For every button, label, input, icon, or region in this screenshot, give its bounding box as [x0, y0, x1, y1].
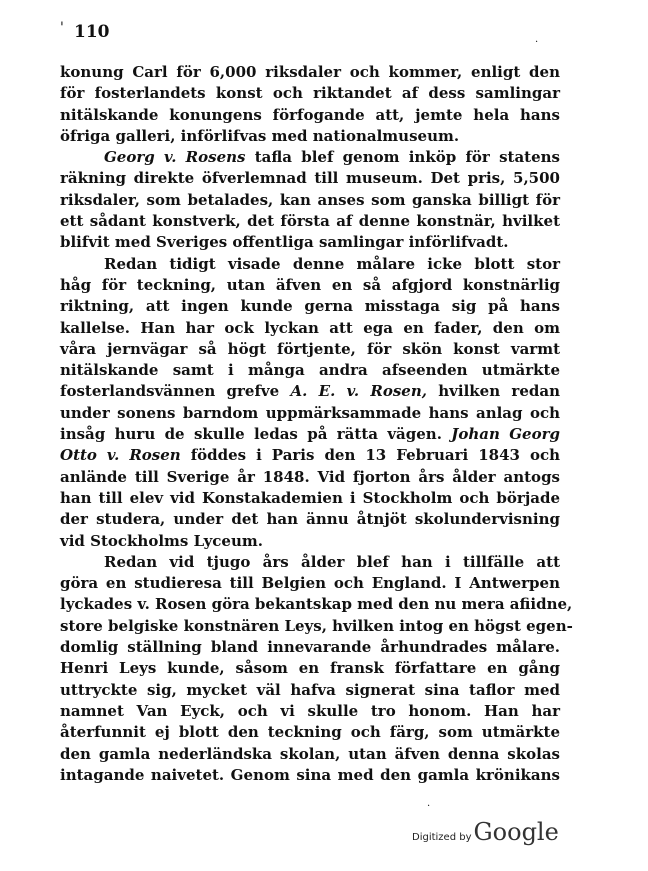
text-line: anlände till Sverige år 1848. Vid fjorton års ålder antogs	[60, 467, 560, 486]
text-line: återfunnit ej blott den teckning och färg, som utmärkte	[60, 723, 560, 742]
text-line: intagande naivetet. Genom sina med den gamla krönikans	[60, 765, 560, 784]
text-line: öfriga galleri, införlifvas med nationalmuseum.	[60, 126, 460, 145]
text-span: föddes i Paris den 13 Februari 1843 och	[180, 446, 561, 465]
text-line: under sonens barndom uppmärksammade hans anlag och	[60, 403, 560, 422]
text-line: nitälskande konungens förfogande att, jemte hela hans	[60, 105, 560, 124]
text-line: konung Carl för 6,000 riksdaler och kommer, enligt den	[60, 63, 560, 81]
text-line	[60, 445, 560, 466]
text-line: riktning, att ingen kunde gerna misstaga sig på hans	[60, 297, 560, 316]
text-line: uttryckte sig, mycket väl hafva signerat sina taflor med	[60, 680, 560, 699]
text-line: kallelse. Han har ock lyckan att ega en fader, den om	[60, 318, 560, 337]
text-span: fosterlandsvännen grefve	[60, 382, 291, 401]
text-line: namnet Van Eyck, och vi skulle tro honom. Han har	[60, 701, 560, 720]
text-line: nitälskande samt i många andra afseenden utmärkte	[60, 361, 560, 380]
text-line	[60, 147, 560, 168]
text-span: tafla blef genom inköp för statens	[245, 148, 560, 167]
text-line	[60, 424, 560, 445]
speck-top: .	[535, 34, 539, 45]
text-line: lyckades v. Rosen göra bekantskap med den nu mera afiidne,	[60, 595, 573, 614]
text-line: der studera, under det han ännu åtnjöt skolundervisning	[60, 510, 560, 529]
name-otto-v-rosen: Otto v. Rosen	[60, 446, 181, 465]
speck-bottom: .	[427, 798, 431, 809]
text-line: Redan vid tjugo års ålder blef han i tillfälle att	[104, 552, 560, 571]
text-line: store belgiske konstnären Leys, hvilken intog en högst egen-	[60, 616, 573, 635]
text-line: håg för teckning, utan äfven en så afgjord konstnärlig	[60, 275, 560, 294]
name-johan-georg: Johan Georg	[451, 425, 560, 444]
text-span: insåg huru de skulle ledas på rätta vägen.	[60, 425, 452, 444]
name-a-e-v-rosen: A. E. v. Rosen,	[290, 382, 427, 401]
text-line: för fosterlandets konst och riktandet af dess samlingar	[60, 84, 560, 103]
text-span: hvilken redan	[426, 382, 560, 401]
page-mark: '	[60, 20, 64, 36]
body-text	[60, 62, 573, 786]
text-line: han till elev vid Konstakademien i Stockholm och började	[60, 488, 560, 507]
text-line: den gamla nederländska skolan, utan äfven denna skolas	[60, 744, 560, 763]
google-logo: Google	[473, 818, 559, 846]
text-line: göra en studieresa till Belgien och England. I Antwerpen	[60, 574, 560, 593]
text-line: ett sådant konstverk, det första af denne konstnär, hvilket	[60, 212, 560, 231]
name-georg-v-rosen: Georg v. Rosens	[104, 148, 246, 167]
text-line	[60, 381, 560, 402]
text-line: Henri Leys kunde, såsom en fransk författare en gång	[60, 659, 560, 678]
text-line: domlig ställning bland innevarande århundrades målare.	[60, 638, 560, 657]
text-line: Redan tidigt visade denne målare icke blott stor	[104, 254, 560, 273]
page-number: 110	[74, 22, 110, 42]
text-line: blifvit med Sveriges offentliga samlingar införlifvadt.	[60, 233, 509, 252]
text-line: våra jernvägar så högt förtjente, för skön konst varmt	[60, 339, 560, 358]
text-line: räkning direkte öfverlemnad till museum. Det pris, 5,500	[60, 169, 560, 188]
digitized-by-watermark	[412, 818, 559, 846]
digitized-by-label: Digitized by	[412, 832, 472, 843]
text-line: vid Stockholms Lyceum.	[60, 531, 263, 550]
text-line: riksdaler, som betalades, kan anses som ganska billigt för	[60, 190, 560, 209]
